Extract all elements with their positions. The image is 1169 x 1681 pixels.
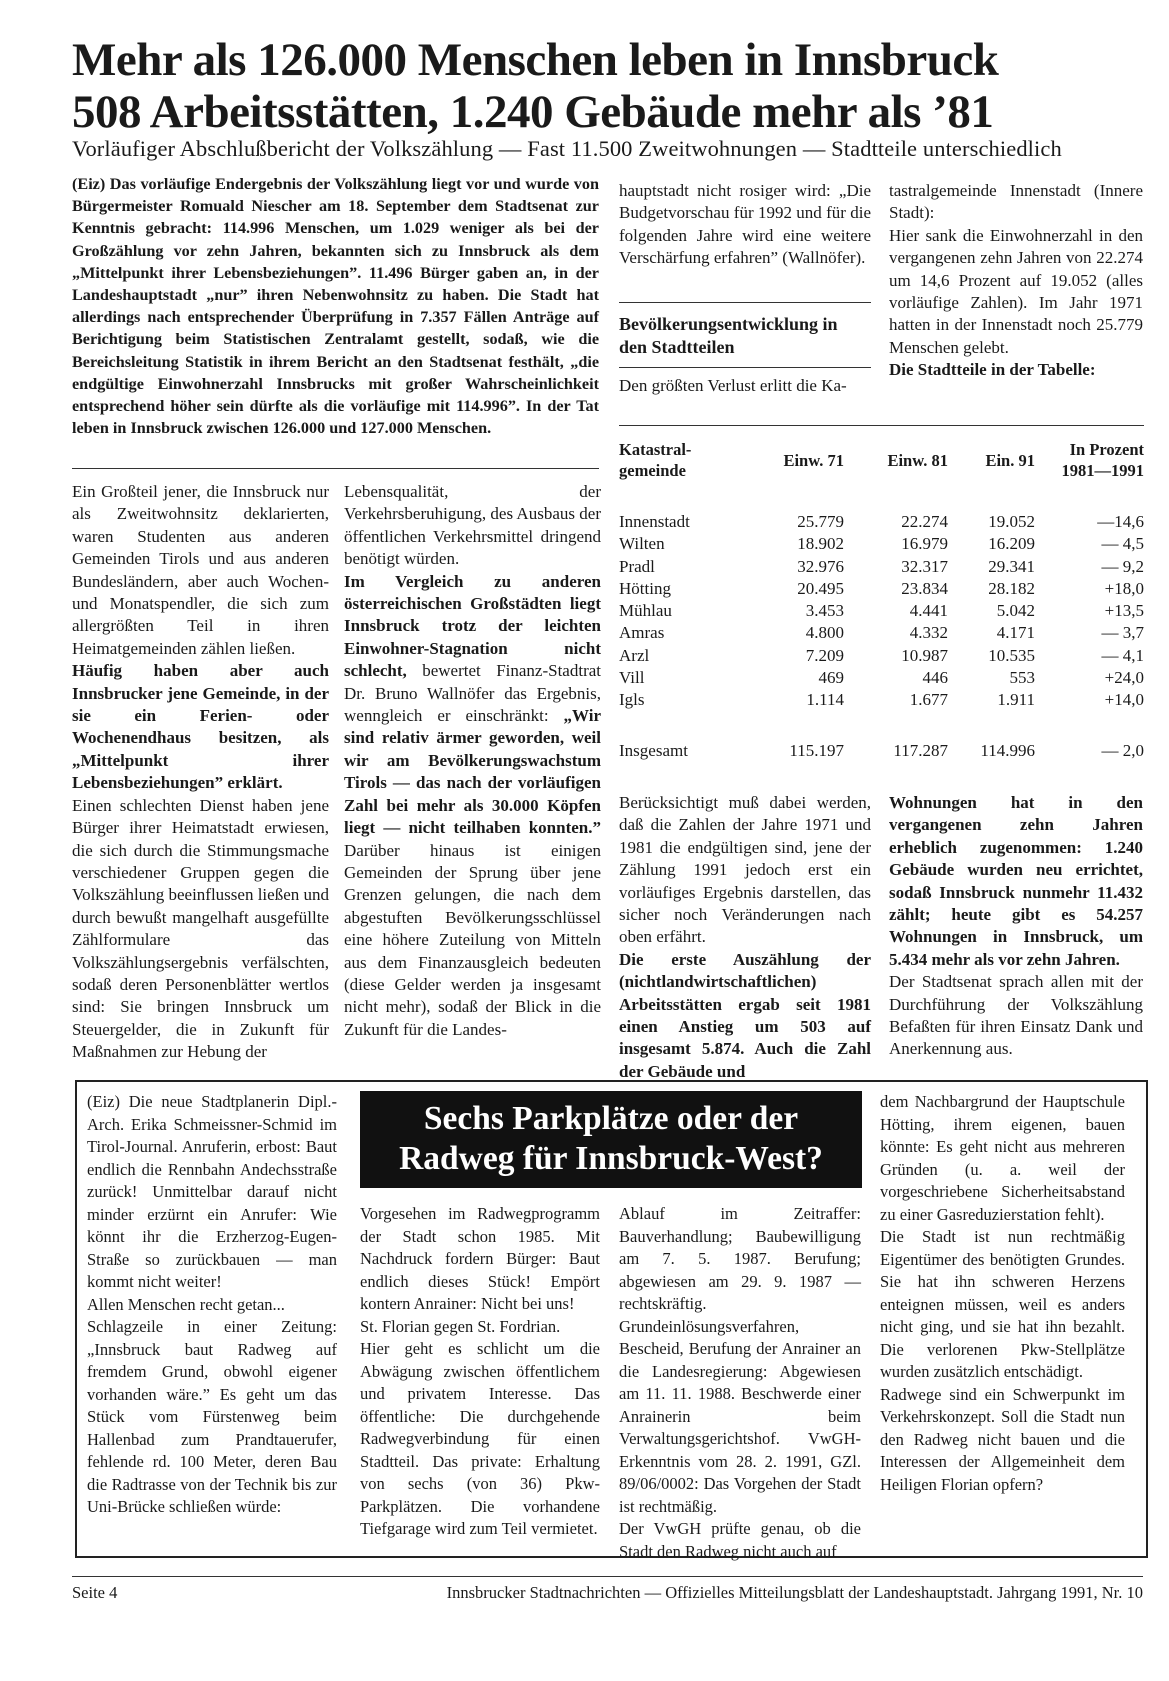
col4-paragraph-2: Hier sank die Einwohnerzahl in den vergangenen zehn Jahren von 22.274 um 14,6 Prozent auf 19.052 (alles vorläufige Zahlen). Im Jahr 1971 hatten in der Innenstadt noch 25.779 Menschen gelebt. <box>889 225 1143 357</box>
col1-paragraph-2: Häufig haben aber auch Innsbrucker jene Gemeinde, in der sie ein Ferien- oder Wochenendhaus besitzen, als „Mittelpunkt ihrer Lebensbeziehungen” erklärt. <box>72 661 329 793</box>
cell-gemeinde: Arzl <box>619 645 650 665</box>
header-prozent: In Prozent 1981—1991 <box>1061 440 1144 480</box>
col2-quote: „Wir sind relativ ärmer geworden, weil wir am Bevölkerungswachstum Tirols — das nach der vorläufigen Zahl bei mehr als 30.000 Köpfen liegt — nicht teilhaben konnten.” <box>344 706 601 838</box>
boxed-col4-p2: Die Stadt ist nun rechtmäßig Eigentümer des benötigten Grundes. Sie hat ihn schweren Herzens enteignen müssen, weil es anders nicht ging, und sie hat ihn bezahlt. Die verlorenen Pkw-Stellplätze wurden zusätzlich entschädigt. <box>880 1227 1125 1381</box>
cell-value: — 9,2 <box>1101 556 1144 576</box>
boxed-col2-p1: Vorgesehen im Radwegprogramm der Stadt schon 1985. Mit Nachdruck fordern Bürger: Baut endlich dieses Stück! Empört kontern Anrainer: Nicht bei uns! <box>360 1204 600 1313</box>
cell-value: 4.171 <box>996 623 1035 643</box>
cell-gemeinde: Insgesamt <box>619 740 688 760</box>
col4-paragraph-1: tastralgemeinde Innenstadt (Innere Stadt): <box>889 181 1143 223</box>
cell-value: — 2,0 <box>1101 740 1144 760</box>
cell-value: 117.287 <box>893 740 948 760</box>
boxed-col4-p3: Radwege sind ein Schwerpunkt im Verkehrskonzept. Soll die Stadt nun den Radweg nicht bauen und die Interessen der Allgemeinheit dem Heiligen Florian opfern? <box>880 1384 1125 1494</box>
article-column-3-top: hauptstadt nicht rosiger wird: „Die Budgetvorschau für 1992 und für die folgenden Jahre wird eine weitere Verschärfung erfahren” (Wallnöfer). <box>619 181 871 268</box>
cell-value: 114.996 <box>980 740 1035 760</box>
boxed-col4-p1: dem Nachbargrund der Hauptschule Hötting, ihrem eigenen, bauen könnte: Es geht nicht aus mehreren Gründen (u. a. weil der vorgeschriebene Sicherheitsabstand zu einer Gasreduzierstation fehlt). <box>880 1092 1125 1224</box>
headline-line2: 508 Arbeitsstätten, 1.240 Gebäude mehr als ’81 <box>72 86 994 138</box>
subtitle: Vorläufiger Abschlußbericht der Volkszählung — Fast 11.500 Zweitwohnungen — Stadtteile unterschiedlich <box>72 136 1062 161</box>
table-row <box>619 578 1144 600</box>
header-einw-71: Einw. 71 <box>783 450 844 470</box>
cell-value: 23.834 <box>901 578 948 598</box>
cell-value: 115.197 <box>789 740 844 760</box>
boxed-column-2 <box>360 1203 600 1541</box>
col3-after-heading: Den größten Verlust erlitt die Ka- <box>619 376 847 395</box>
cell-value: 16.979 <box>901 534 948 554</box>
population-table <box>619 433 1144 762</box>
cell-gemeinde: Mühlau <box>619 601 672 621</box>
table-row <box>619 533 1144 555</box>
col4-bottom-paragraph: Der Stadtsenat sprach allen mit der Durchführung der Volkszählung Befaßten für ihren Einsatz Dank und Anerkennung aus. <box>889 972 1143 1059</box>
cell-gemeinde: Innenstadt <box>619 512 690 531</box>
col2-bold-lead: Im Vergleich zu anderen österreichischen Großstädten liegt Innsbruck trotz der leichten Einwohner-Stagnation nicht schlecht, <box>344 571 601 681</box>
col1-paragraph-3: Einen schlechten Dienst haben jene Bürger ihrer Heimatstadt erwiesen, die sich durch die Stimmungsmache verschiedener Gruppen gegen die Volkszählung beeinflussen ließen und durch bewußt mangelhaft ausgefüllte Zählformulare das Volkszählungsergebnis verfälschten, sodaß deren Personenblätter wertlos sind: Sie bringen Innsbruck um Steuergelder, die in Zukunft für Maßnahmen zur Hebung der <box>72 795 330 1062</box>
cell-gemeinde: Amras <box>619 623 665 643</box>
boxed-col2-p2: St. Florian gegen St. Fordrian. <box>360 1316 561 1336</box>
table-total-row <box>619 740 1144 762</box>
cell-value: 10.535 <box>988 645 1035 665</box>
cell-value: 446 <box>922 668 948 688</box>
section-rule-bottom <box>619 367 871 368</box>
table-row <box>619 600 1144 622</box>
cell-value: +18,0 <box>1104 578 1144 598</box>
header-katastralgemeinde: Katastral- gemeinde <box>619 440 692 480</box>
headline-line1: Mehr als 126.000 Menschen leben in Innsbruck <box>72 34 999 86</box>
cell-gemeinde: Wilten <box>619 534 665 554</box>
col4-table-intro: Die Stadtteile in der Tabelle: <box>889 360 1096 380</box>
cell-value: —14,6 <box>1097 512 1144 531</box>
article-column-2 <box>344 481 601 1041</box>
col2-text-end: Darüber hinaus ist einigen Gemeinden der Sprung über jene Grenzen gelungen, die nach dem abgestuften Bevölkerungsschlüssel eine höhere Zuteilung von Mitteln aus dem Finanzausgleich bedeuten (diese Gelder werden ja insgesamt nicht mehr), sodaß der Blick in die Zukunft für die Landes- <box>344 840 601 1039</box>
cell-value: 1.677 <box>909 690 948 710</box>
table-row <box>619 667 1144 689</box>
boxed-col3-p1: Ablauf im Zeitraffer: Bauverhandlung; Baubewilligung am 7. 5. 1987. Berufung; abgewiesen am 29. 9. 1987 — rechtskräftig. Grundeinlösungsverfahren, Bescheid, Berufung der Anrainer an die Landesregierung: Abgewiesen am 11. 11. 1988. Beschwerde einer Anrainerin beim Verwaltungsgerichtshof. VwGH-Erkenntnis vom 28. 2. 1991, GZl. 89/06/0002: Das Vorgehen der Stadt ist rechtmäßig. <box>619 1204 861 1516</box>
col4-bottom-bold: Wohnungen hat in den vergangenen zehn Jahren erheblich zugenommen: 1.240 Gebäude wurden neu errichtet, sodaß Innsbruck nunmehr 11.432 zählt; heute gibt es 54.257 Wohnungen in Innsbruck, um 5.434 mehr als vor zehn Jahren. <box>889 793 1143 969</box>
page-number: Seite 4 <box>72 1583 118 1602</box>
boxed-col1-p3: Schlagzeile in einer Zeitung: „Innsbruck baut Radweg auf fremdem Grund, obwohl eigener vorhanden wäre.” Es geht um das Stück vom Fürstenweg beim Hallenbad zum Prandtauerufer, fehlende rd. 100 Meter, deren Bau die Radtrasse von der Technik bis zur Uni-Brücke schließen würde: <box>87 1317 337 1516</box>
boxed-column-1 <box>87 1091 337 1519</box>
cell-value: — 3,7 <box>1101 623 1144 643</box>
table-header-row <box>619 433 1144 487</box>
cell-value: 3.453 <box>805 601 844 621</box>
header-ein-91: Ein. 91 <box>985 450 1035 470</box>
cell-value: 28.182 <box>988 578 1035 598</box>
boxed-col1-p2: Allen Menschen recht getan... <box>87 1294 285 1314</box>
boxed-column-3 <box>619 1203 861 1563</box>
publication-line: Innsbrucker Stadtnachrichten — Offizielles Mitteilungsblatt der Landeshauptstadt. Jahrgang 1991, Nr. 10 <box>446 1583 1143 1602</box>
table-row <box>619 622 1144 644</box>
cell-gemeinde: Hötting <box>619 578 671 598</box>
section-heading: Bevölkerungsentwicklung in den Stadtteilen <box>619 314 838 357</box>
col1-paragraph-1: Ein Großteil jener, die Innsbruck nur als Zweitwohnsitz deklarierten, waren Studenten aus anderen Gemeinden Tirols und aus anderen Bundesländern, aber auch Wochen- und Monatspendler, die sich zum allergrößten Teil in ihren Heimatgemeinden zählen ließen. <box>72 482 329 658</box>
cell-gemeinde: Pradl <box>619 556 655 576</box>
section-rule-top <box>619 302 871 303</box>
article-column-1 <box>72 481 329 1064</box>
table-row <box>619 645 1144 667</box>
cell-value: 1.114 <box>806 690 844 710</box>
table-rule-top <box>619 425 1144 426</box>
table-row <box>619 511 1144 533</box>
boxed-headline-line1: Sechs Parkplätze oder der <box>423 1100 799 1137</box>
cell-value: 553 <box>1009 668 1035 688</box>
article-column-4-top <box>889 180 1143 382</box>
cell-value: +13,5 <box>1104 601 1144 621</box>
col3-bottom-bold: Die erste Auszählung der (nichtlandwirtschaftlichen) Arbeitsstätten ergab seit 1981 einen Anstieg um 503 auf insgesamt 5.874. Auch die Zahl der Gebäude und <box>619 949 871 1081</box>
cell-value: 20.495 <box>797 578 844 598</box>
cell-value: 22.274 <box>901 512 948 531</box>
col2-text: bewertet Finanz-Stadtrat Dr. Bruno Wallnöfer das Ergebnis, wenngleich er einschränkt: <box>344 661 601 726</box>
cell-value: 469 <box>818 668 844 688</box>
cell-value: 1.911 <box>997 690 1035 710</box>
table-row <box>619 556 1144 578</box>
cell-value: 32.317 <box>901 556 948 576</box>
cell-value: — 4,1 <box>1101 645 1144 665</box>
footer-rule <box>72 1576 1143 1577</box>
article-column-4-bottom <box>889 792 1143 1061</box>
cell-value: 18.902 <box>797 534 844 554</box>
cell-value: 32.976 <box>797 556 844 576</box>
cell-value: 10.987 <box>901 645 948 665</box>
boxed-col1-p1: (Eiz) Die neue Stadtplanerin Dipl.-Arch. Erika Schmeissner-Schmid im Tirol-Journal. Anruferin, erbost: Baut endlich die Rennbahn Andechsstraße zurück! Unmittelbar darauf nicht minder erzürnt ein Anrufer: Wie könnt ihr die Erzherzog-Eugen-Straße so zurückbauen — man kommt nicht weiter! <box>87 1092 337 1291</box>
cell-value: 19.052 <box>988 512 1035 531</box>
cell-value: — 4,5 <box>1101 534 1144 554</box>
cell-gemeinde: Igls <box>619 690 645 710</box>
article-column-3-bottom <box>619 792 871 1083</box>
cell-value: 5.042 <box>996 601 1035 621</box>
header-einw-81: Einw. 81 <box>887 450 948 470</box>
cell-gemeinde: Vill <box>619 668 645 688</box>
main-headline <box>72 34 1132 138</box>
cell-value: +14,0 <box>1104 690 1144 710</box>
cell-value: 16.209 <box>988 534 1035 554</box>
boxed-col3-p2: Der VwGH prüfte genau, ob die Stadt den Radweg nicht auch auf <box>619 1519 861 1561</box>
cell-value: 4.800 <box>805 623 844 643</box>
article-intro: (Eiz) Das vorläufige Endergebnis der Volkszählung liegt vor und wurde von Bürgermeister Romuald Niescher am 18. September dem Stadtsenat zur Kenntnis gebracht: 114.996 Menschen, um 1.029 weniger als bei der Großzählung vor zehn Jahren, bekannten sich zu Innsbruck als dem „Mittelpunkt ihrer Lebensbeziehungen”. 11.496 Bürger gaben an, in der Landeshauptstadt „nur” ihren Nebenwohnsitz zu haben. Die Stadt hat allerdings nach entsprechender Überprüfung in 7.357 Fällen Anträge auf Berichtigung beim Statistischen Zentralamt gestellt, sodaß, wie die Bereichsleitung Statistik in ihrem Bericht an den Stadtsenat festhält, „die endgültige Einwohnerzahl Innsbrucks mit großer Wahrscheinlichkeit entsprechend höher sein dürfte als die vorläufige mit 114.996”. In der Tat leben in Innsbruck zwischen 126.000 und 127.000 Menschen. <box>72 175 599 438</box>
cell-value: 29.341 <box>988 556 1035 576</box>
boxed-col2-p3: Hier geht es schlicht um die Abwägung zwischen öffentlichem und privatem Interesse. Das öffentliche: Die durchgehende Radwegverbindung für einen Stadtteil. Das private: Erhaltung von sechs (von 36) Pkw-Parkplätzen. Die vorhandene Tiefgarage wird zum Teil vermietet. <box>360 1339 600 1538</box>
col3-bottom-paragraph: Berücksichtigt muß dabei werden, daß die Zahlen der Jahre 1971 und 1981 die endgültigen sind, jene der Zählung 1991 jedoch erst ein vorläufiges Ergebnis darstellen, das sicher noch Veränderungen nach oben erfährt. <box>619 793 871 947</box>
col2-paragraph-2 <box>344 571 601 1042</box>
boxed-column-4 <box>880 1091 1125 1496</box>
intro-divider <box>72 468 599 469</box>
cell-value: +24,0 <box>1104 668 1144 688</box>
boxed-headline <box>360 1091 862 1188</box>
table-row <box>619 689 1144 711</box>
col2-paragraph-1: Lebensqualität, der Verkehrsberuhigung, des Ausbaus der öffentlichen Verkehrsmittel dringend benötigt würden. <box>344 482 601 569</box>
cell-value: 4.441 <box>909 601 948 621</box>
cell-value: 25.779 <box>797 512 844 531</box>
cell-value: 4.332 <box>909 623 948 643</box>
boxed-headline-line2: Radweg für Innsbruck-West? <box>399 1140 823 1177</box>
cell-value: 7.209 <box>805 645 844 665</box>
